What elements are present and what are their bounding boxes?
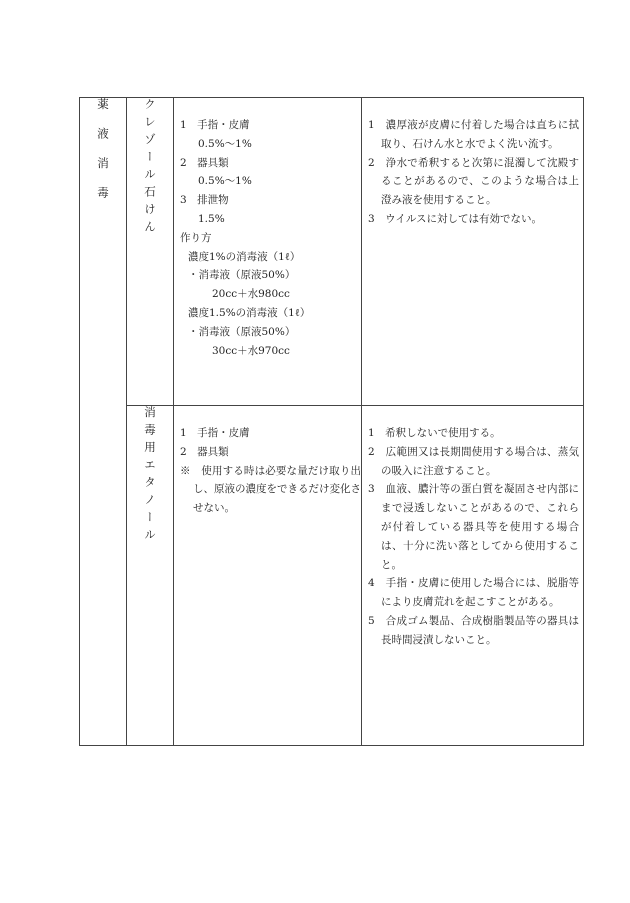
agent-label-ethanol: 消毒用エタノール — [143, 406, 157, 546]
category-cell — [80, 98, 127, 746]
usage-line: ・消毒液（原液50%） — [188, 325, 296, 338]
note-item: 3 血液、膿汁等の蛋白質を凝固させ内部にまで浸透しないことがあるので、これらが付着している器具等を使用する場合は、十分に洗い落としてから使用すること。 — [368, 483, 579, 571]
usage-line: ・消毒液（原液50%） — [188, 269, 296, 282]
usage-line: 3 排泄物 — [180, 194, 229, 207]
notes-cell-ethanol — [362, 406, 584, 746]
agent-label-cresol: クレゾール石けん — [143, 98, 157, 238]
usage-line: 濃度1%の消毒液（1ℓ） — [188, 250, 301, 263]
note-item: 4 手指・皮膚に使用した場合には、脱脂等により皮膚荒れを起こすことがある。 — [368, 577, 579, 609]
usage-line: 2 器具類 — [180, 156, 229, 169]
disinfection-table — [79, 97, 584, 746]
usage-line: 濃度1.5%の消毒液（1ℓ） — [188, 306, 311, 319]
note-item: 1 濃厚液が皮膚に付着した場合は直ちに拭取り、石けん水と水でよく洗い流す。 — [368, 119, 579, 150]
usage-line: 2 器具類 — [180, 445, 229, 458]
usage-line: 20cc＋水980cc — [212, 288, 290, 301]
usage-line: 0.5%～1% — [198, 175, 252, 188]
note-item: 5 合成ゴム製品、合成樹脂製品等の器具は長時間浸漬しないこと。 — [368, 614, 579, 646]
notes-cell-cresol — [362, 98, 584, 406]
usage-line: 1.5% — [198, 212, 225, 225]
note-item: 1 希釈しないで使用する。 — [368, 427, 501, 439]
usage-line: 1 手指・皮膚 — [180, 427, 250, 439]
usage-line: ※ 使用する時は必要な量だけ取り出し、原液の濃度をできるだけ変化させない。 — [180, 464, 361, 515]
usage-cell-ethanol — [174, 406, 362, 746]
usage-cell-cresol — [174, 98, 362, 406]
agent-cell-ethanol — [127, 406, 174, 746]
note-item: 2 広範囲又は長期間使用する場合は、蒸気の吸入に注意すること。 — [368, 445, 579, 477]
note-item: 3 ウイルスに対しては有効でない。 — [368, 212, 543, 225]
usage-line: 0.5%～1% — [198, 137, 252, 150]
usage-line: 1 手指・皮膚 — [180, 119, 250, 131]
note-item: 2 浄水で希釈すると次第に混濁して沈殿することがあるので、このような場合は上澄み液を使用すること。 — [368, 156, 579, 207]
usage-line: 30cc＋水970cc — [212, 344, 290, 357]
agent-cell-cresol — [127, 98, 174, 406]
usage-line: 作り方 — [180, 231, 212, 244]
category-label: 薬液消毒 — [96, 98, 110, 216]
